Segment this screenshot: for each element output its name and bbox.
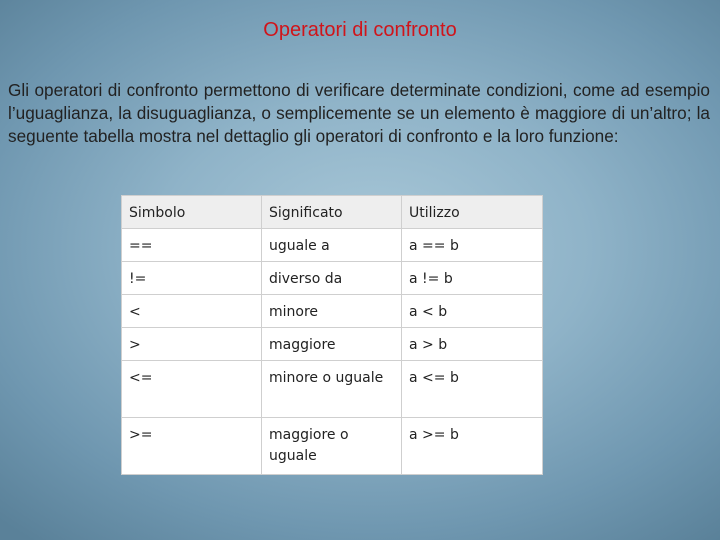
- cell-utilizzo: a != b: [402, 262, 543, 295]
- table-row: [122, 262, 543, 295]
- slide-title: Operatori di confronto: [263, 19, 457, 41]
- cell-utilizzo: a == b: [402, 229, 543, 262]
- header-utilizzo: Utilizzo: [402, 196, 543, 229]
- cell-utilizzo: a <= b: [402, 361, 543, 418]
- header-simbolo: Simbolo: [122, 196, 262, 229]
- cell-significato: diverso da: [262, 262, 402, 295]
- cell-simbolo: !=: [122, 262, 262, 295]
- intro-paragraph: Gli operatori di confronto permettono di verificare determinate condizioni, come ad esempio l’uguaglianza, la disuguaglianza, o semplicemente se un elemento è maggiore di un’altro; la seguente tabella mostra nel dettaglio gli operatori di confronto e la loro funzione:: [8, 80, 710, 146]
- table-header-row: [122, 196, 543, 229]
- cell-utilizzo: a >= b: [402, 418, 543, 475]
- table-row: [122, 295, 543, 328]
- cell-significato: uguale a: [262, 229, 402, 262]
- cell-utilizzo: a < b: [402, 295, 543, 328]
- cell-significato: maggiore: [262, 328, 402, 361]
- cell-simbolo: <=: [122, 361, 262, 418]
- header-significato: Significato: [262, 196, 402, 229]
- table-row: [122, 418, 543, 475]
- table-row: [122, 361, 543, 418]
- cell-significato: maggiore o uguale: [262, 418, 402, 475]
- cell-significato: minore o uguale: [262, 361, 402, 418]
- cell-simbolo: <: [122, 295, 262, 328]
- table-row: [122, 328, 543, 361]
- cell-simbolo: >: [122, 328, 262, 361]
- cell-simbolo: >=: [122, 418, 262, 475]
- cell-utilizzo: a > b: [402, 328, 543, 361]
- cell-simbolo: ==: [122, 229, 262, 262]
- operators-table: [121, 195, 543, 475]
- table-row: [122, 229, 543, 262]
- cell-significato: minore: [262, 295, 402, 328]
